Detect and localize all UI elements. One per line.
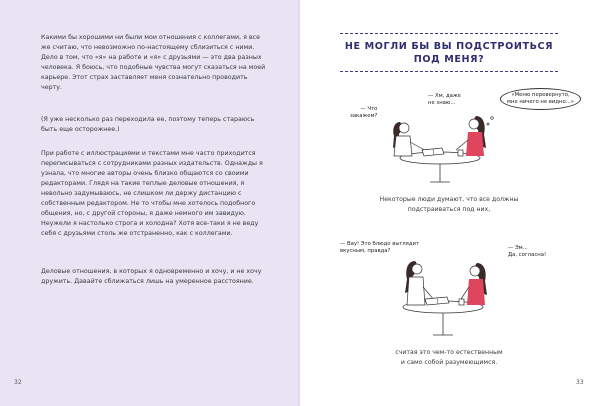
scene2-speech-right-line-1: — Эм... bbox=[508, 245, 528, 251]
paragraph-2: (Я уже несколько раз переходила ее, поэтому теперь стараюсь быть еще осторожнее.) bbox=[41, 116, 255, 133]
scene1-illustration bbox=[380, 100, 500, 185]
thought-dot bbox=[491, 117, 494, 120]
right-woman-top bbox=[466, 132, 484, 156]
caption-2 bbox=[335, 348, 563, 368]
scene2-speech-right-line-2: Да, согласна! bbox=[508, 252, 547, 258]
heading-line-2: ПОД МЕНЯ? bbox=[413, 54, 485, 65]
scene2-illustration bbox=[385, 255, 505, 340]
scene2-speech-left-line-1: — Вау! Это блюдо выглядит bbox=[340, 241, 420, 247]
caption-1-line-1: Некоторые люди думают, что все должны bbox=[379, 196, 519, 203]
heading-line-1: НЕ МОГЛИ БЫ ВЫ ПОДСТРОИТЬСЯ bbox=[344, 41, 554, 52]
left-woman-head bbox=[412, 264, 422, 274]
thought-dot bbox=[487, 123, 489, 125]
caption-1-line-2: подстраиваться под них, bbox=[407, 206, 491, 213]
scene1-speech-left bbox=[350, 106, 377, 120]
heading-rule-bottom bbox=[340, 71, 558, 72]
heading-rule-top bbox=[340, 33, 558, 34]
scene1-thought-line-2: мне ничего не видно...» bbox=[507, 99, 575, 105]
scene1-thought-line-1: «Меню перевернуто, bbox=[511, 92, 570, 98]
left-woman-body bbox=[407, 277, 425, 305]
scene2-speech-left bbox=[340, 241, 419, 255]
scene1-speech-left-line-1: — Что bbox=[360, 106, 378, 112]
scene1-thought-bubble bbox=[500, 88, 581, 110]
chapter-heading bbox=[335, 40, 563, 66]
cup bbox=[459, 299, 464, 305]
scene2-speech-left-line-2: вкусным, правда? bbox=[340, 248, 391, 254]
right-woman-head bbox=[469, 119, 479, 129]
scene2-speech-right bbox=[508, 245, 546, 259]
right-woman-top bbox=[467, 279, 485, 305]
cup bbox=[458, 150, 463, 156]
left-woman-head bbox=[399, 123, 409, 133]
scene1-speech-left-line-2: закажем? bbox=[350, 113, 378, 119]
paragraph-3: При работе с иллюстрациями и текстами мне часто приходится переписываться с сотрудниками разных издательств. Однажды я узнала, что многие авторы очень близко общаются со своими редакторами. Глядя на такие теплые деловые отношения, я невольно задумываюсь, не слишком ли держу дистанцию с собственным редактором. Не то чтобы мне хотелось подобного общения, но, с другой стороны, я даже немного им завидую. Неужели я настолько строга и холодна? Хотя все-таки я не веду себя с друзьями столь же отстраненно, как с коллегами. bbox=[41, 150, 263, 237]
page-number-right: 33 bbox=[576, 379, 584, 386]
left-woman-body bbox=[394, 136, 412, 156]
right-woman-head bbox=[470, 266, 480, 276]
right-woman-arm bbox=[456, 140, 468, 150]
caption-2-line-1: считая это чем-то естественным bbox=[395, 349, 503, 356]
caption-2-line-2: и само собой разумеющимся. bbox=[400, 359, 498, 366]
paragraph-4: Деловые отношения, в которых я одновременно и хочу, и не хочу дружить. Давайте сближаться лишь на умеренное расстояние. bbox=[41, 268, 262, 285]
caption-1 bbox=[335, 195, 563, 215]
scene1-speech-middle-line-2: не знаю... bbox=[428, 100, 456, 106]
scene1-speech-middle-line-1: — Хм, даже bbox=[428, 93, 461, 99]
paragraph-1: Какими бы хорошими ни были мои отношения с коллегами, я все же считаю, что невозможно по-настоящему сблизиться с ними. Дело в том, что «я» на работе и «я» с друзьями — это два разных человека. Я боюсь, что подобные чувства могут сказаться на моей карьере. Этот страх заставляет меня сознательно проводить черту. bbox=[41, 34, 266, 91]
page-number-left: 32 bbox=[14, 379, 22, 386]
